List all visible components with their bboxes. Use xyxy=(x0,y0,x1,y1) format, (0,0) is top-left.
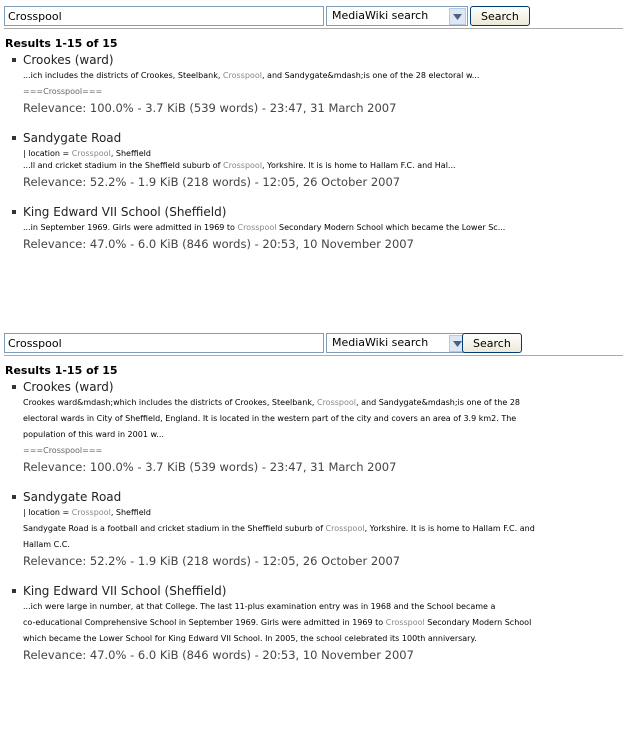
result-snippet xyxy=(23,601,624,613)
snippet-match: Crosspool xyxy=(71,508,111,517)
result-snippet xyxy=(23,539,624,551)
result-item xyxy=(10,130,624,190)
results-list xyxy=(10,52,624,252)
search-panel-expanded xyxy=(0,327,631,729)
result-item xyxy=(10,489,624,569)
snippet-text: , and Sandygate&mdash;is one of the 28 xyxy=(356,398,521,407)
snippet-text: Crookes ward&mdash;which includes the districts of Crookes, Steelbank, xyxy=(23,398,317,407)
result-item xyxy=(10,583,624,663)
result-snippet xyxy=(23,148,624,160)
result-meta: Relevance: 52.2% - 1.9 KiB (218 words) - 12:05, 26 October 2007 xyxy=(23,554,401,568)
snippet-text: , Yorkshire. It is is home to Hallam F.C. and xyxy=(364,524,535,533)
result-title-link[interactable]: King Edward VII School (Sheffield) xyxy=(23,584,227,598)
result-meta: Relevance: 100.0% - 3.7 KiB (539 words) - 23:47, 31 March 2007 xyxy=(23,101,397,115)
search-engine-select[interactable] xyxy=(326,6,468,26)
snippet-text: ...in September 1969. Girls were admitted in 1969 to xyxy=(23,223,238,232)
result-snippet xyxy=(23,507,624,519)
snippet-text: Secondary Modern School which became the Lower Sc... xyxy=(276,223,506,232)
snippet-text: Hallam C.C. xyxy=(23,540,70,549)
bullet-icon xyxy=(12,210,16,214)
snippet-text: electoral wards in City of Sheffield, England. It is located in the western part of the city and covers an area of 3.9 km2. The xyxy=(23,414,517,423)
bullet-icon xyxy=(12,136,16,140)
snippet-text: which became the Lower School for King Edward VII School. In 2005, the school celebrated its 100th anniversary. xyxy=(23,634,477,643)
search-engine-label: MediaWiki search xyxy=(332,9,429,22)
search-bar xyxy=(4,6,628,28)
snippet-text: , and Sandygate&mdash;is one of the 28 electoral w... xyxy=(261,71,480,80)
search-panel-compact xyxy=(0,0,631,305)
result-item xyxy=(10,379,624,475)
result-meta: Relevance: 100.0% - 3.7 KiB (539 words) - 23:47, 31 March 2007 xyxy=(23,460,397,474)
result-title-link[interactable]: Sandygate Road xyxy=(23,131,122,145)
result-snippet xyxy=(23,523,624,535)
snippet-text: ...ich were large in number, at that College. The last 11-plus examination entry was in 1968 and the School became a xyxy=(23,602,496,611)
snippet-text: Sandygate Road is a football and cricket stadium in the Sheffield suburb of xyxy=(23,524,326,533)
result-snippet xyxy=(23,397,624,409)
snippet-match: Crosspool xyxy=(316,398,357,407)
snippet-text: co-educational Comprehensive School in September 1969. Girls were admitted in 1969 to xyxy=(23,618,386,627)
result-snippet xyxy=(23,429,624,441)
search-button[interactable]: Search xyxy=(470,6,530,26)
bullet-icon xyxy=(12,385,16,389)
result-section-match: ===Crosspool=== xyxy=(23,87,103,96)
result-meta: Relevance: 47.0% - 6.0 KiB (846 words) - 20:53, 10 November 2007 xyxy=(23,237,414,251)
results-count: Results 1-15 of 15 xyxy=(5,37,118,50)
result-snippet xyxy=(23,70,624,82)
snippet-text: , Yorkshire. It is is home to Hallam F.C. and Hal... xyxy=(262,161,456,170)
result-title-link[interactable]: Crookes (ward) xyxy=(23,53,114,67)
results-count: Results 1-15 of 15 xyxy=(5,364,118,377)
snippet-text: , Sheffield xyxy=(110,149,151,158)
result-meta: Relevance: 47.0% - 6.0 KiB (846 words) - 20:53, 10 November 2007 xyxy=(23,648,414,662)
result-meta: Relevance: 52.2% - 1.9 KiB (218 words) - 12:05, 26 October 2007 xyxy=(23,175,401,189)
search-bar xyxy=(4,333,628,355)
snippet-match: Crosspool xyxy=(222,71,262,80)
result-snippet xyxy=(23,617,624,629)
divider xyxy=(4,28,623,29)
snippet-match: Crosspool xyxy=(71,149,111,158)
result-snippet xyxy=(23,413,624,425)
snippet-text: population of this ward in 2001 w... xyxy=(23,430,164,439)
result-item xyxy=(10,204,624,252)
search-engine-select[interactable] xyxy=(326,333,468,353)
result-title-link[interactable]: King Edward VII School (Sheffield) xyxy=(23,205,227,219)
snippet-match: Crosspool xyxy=(223,161,263,170)
search-input[interactable] xyxy=(4,6,324,26)
bullet-icon xyxy=(12,495,16,499)
divider xyxy=(4,355,623,356)
search-button[interactable]: Search xyxy=(462,333,522,353)
snippet-text: Secondary Modern School xyxy=(424,618,532,627)
results-list xyxy=(10,379,624,663)
search-input[interactable] xyxy=(4,333,324,353)
snippet-text: | location = xyxy=(23,149,72,158)
snippet-text: ...ll and cricket stadium in the Sheffield suburb of xyxy=(23,161,224,170)
result-snippet xyxy=(23,633,624,645)
snippet-text: | location = xyxy=(23,508,72,517)
search-engine-label: MediaWiki search xyxy=(332,336,429,349)
result-snippet xyxy=(23,160,624,172)
chevron-down-icon[interactable] xyxy=(449,8,466,25)
snippet-text: , Sheffield xyxy=(110,508,151,517)
result-item xyxy=(10,52,624,116)
snippet-match: Crosspool xyxy=(385,618,425,627)
result-snippet xyxy=(23,222,624,234)
bullet-icon xyxy=(12,58,16,62)
result-section-match: ===Crosspool=== xyxy=(23,446,103,455)
result-title-link[interactable]: Sandygate Road xyxy=(23,490,122,504)
snippet-text: ...ich includes the districts of Crookes, Steelbank, xyxy=(23,71,223,80)
panel-separator xyxy=(0,305,631,327)
result-title-link[interactable]: Crookes (ward) xyxy=(23,380,114,394)
snippet-match: Crosspool xyxy=(325,524,365,533)
snippet-match: Crosspool xyxy=(237,223,277,232)
bullet-icon xyxy=(12,589,16,593)
